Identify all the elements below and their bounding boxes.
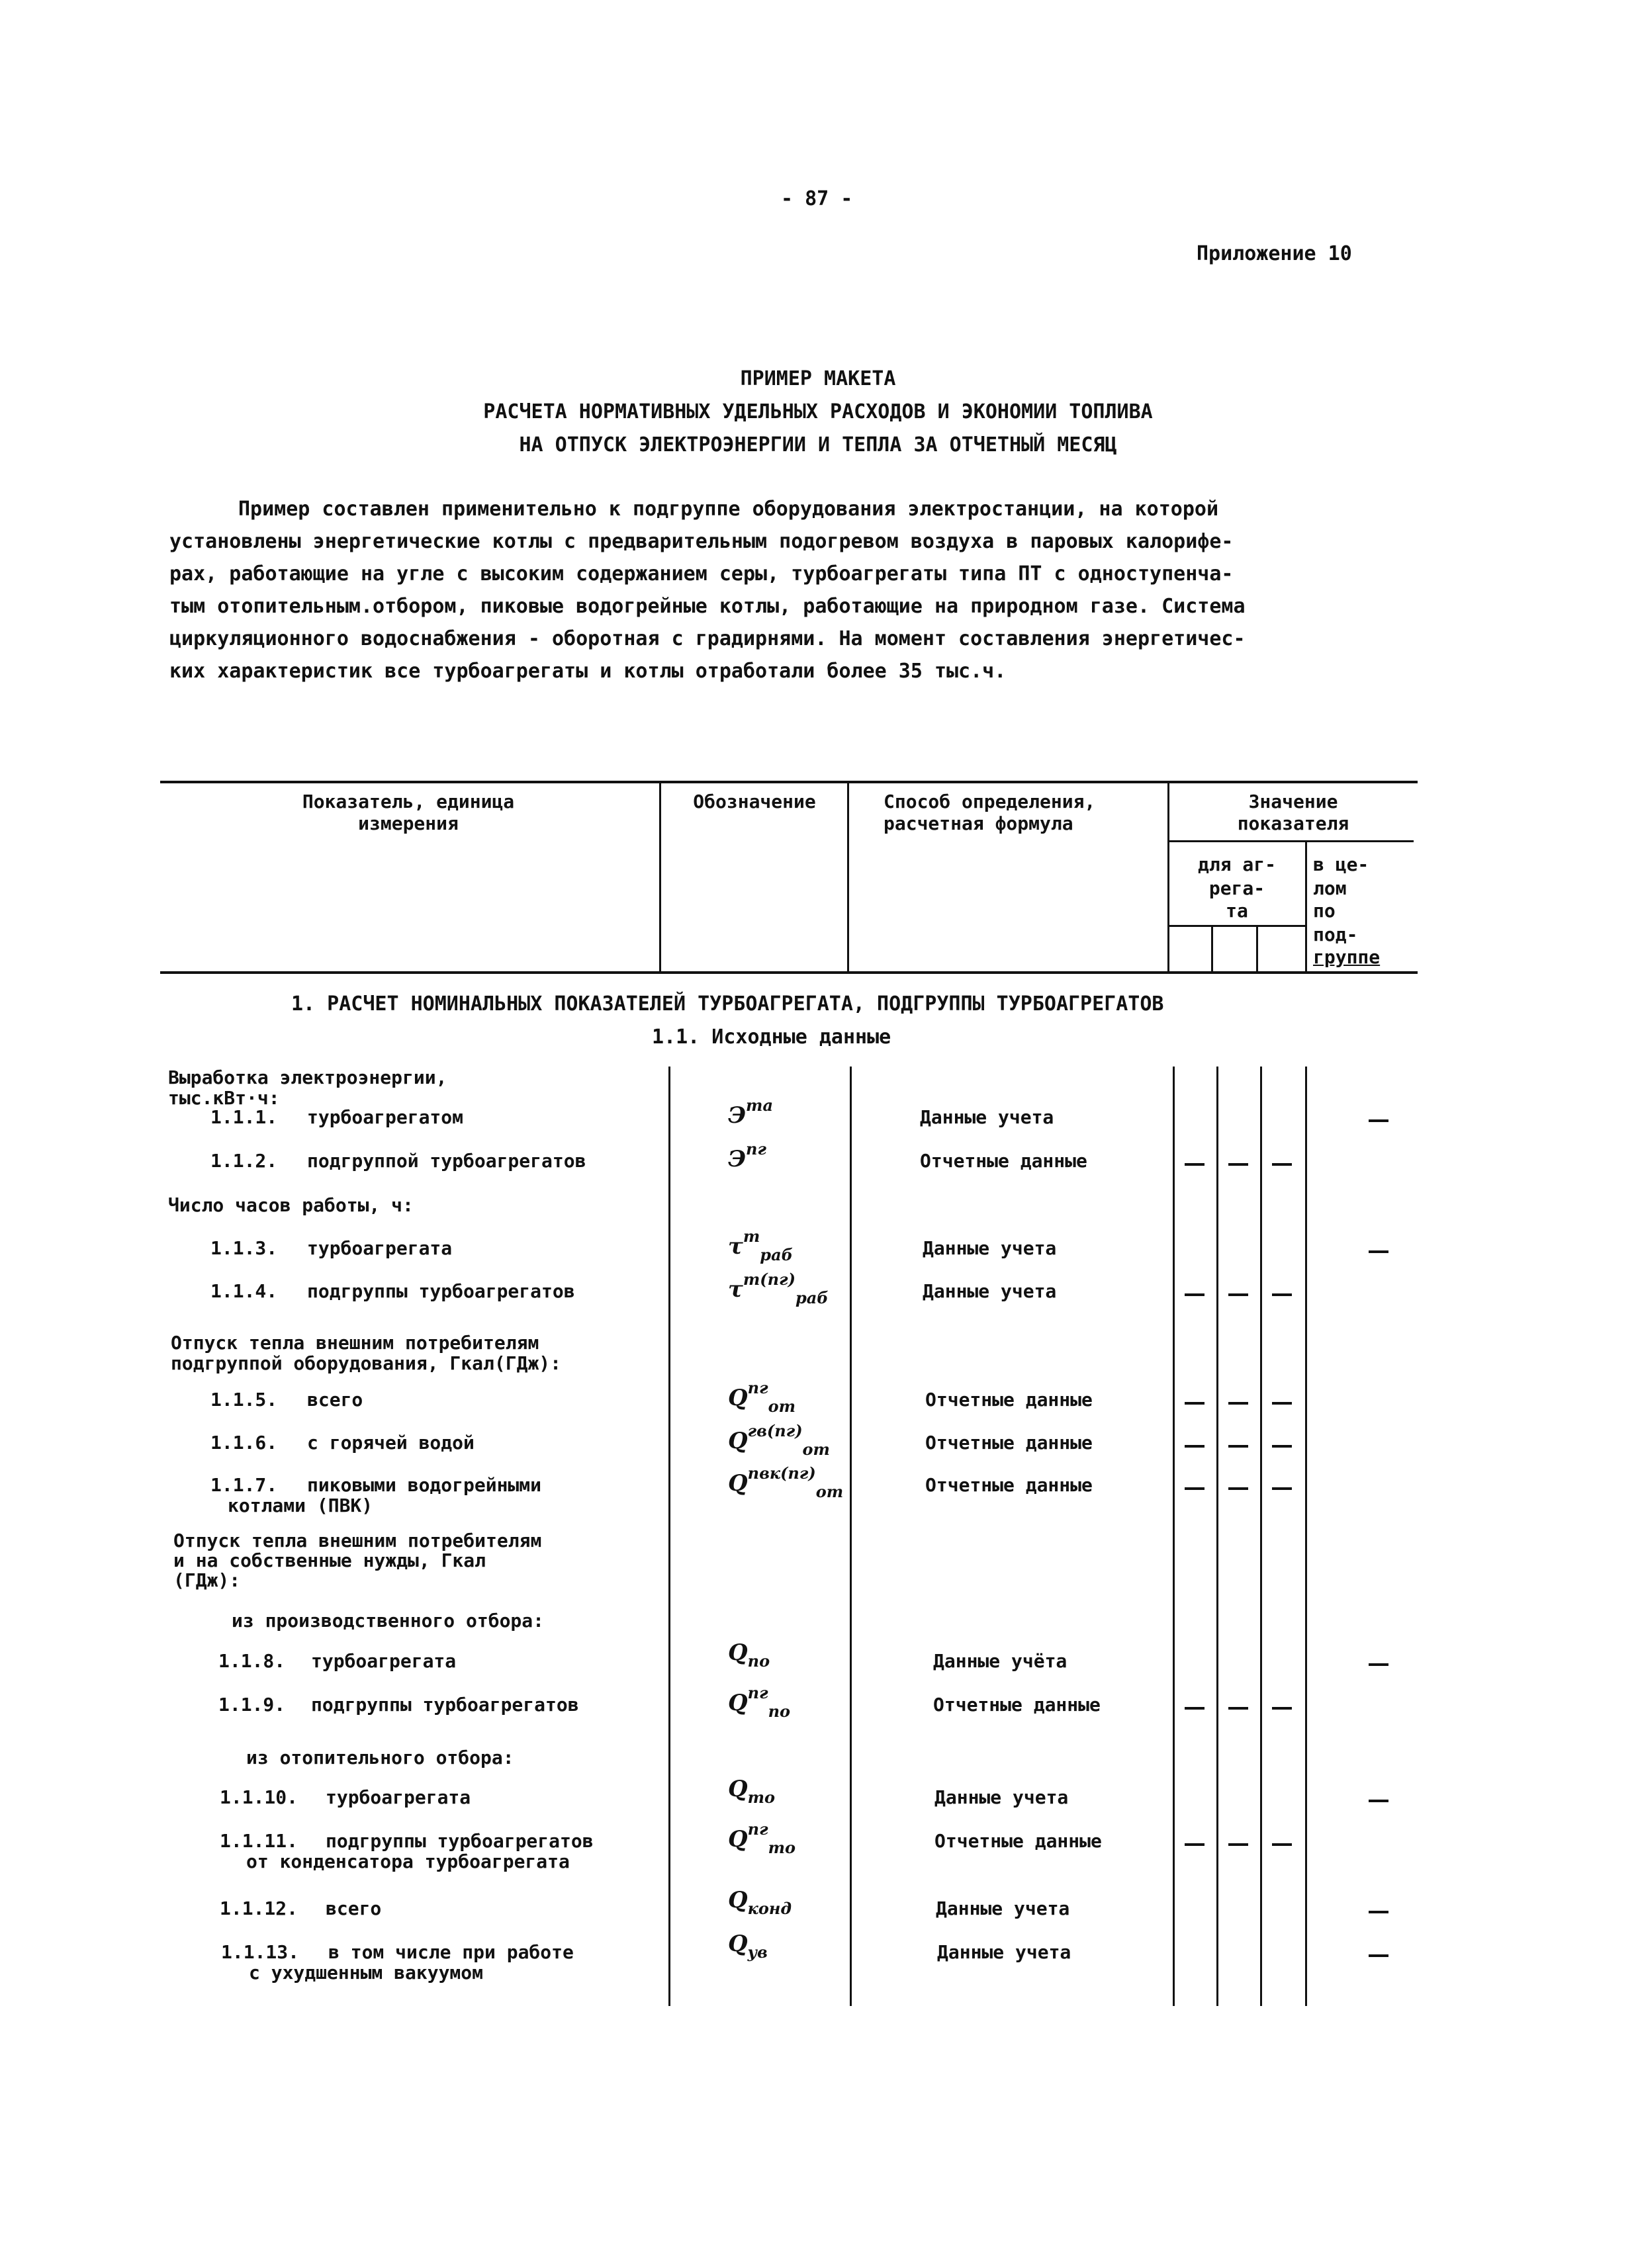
doc-title-line3: НА ОТПУСК ЭЛЕКТРОЭНЕРГИИ И ТЕПЛА ЗА ОТЧЕТНЫЙ МЕСЯЦ <box>519 433 1117 457</box>
row-label: подгруппы турбоагрегатов <box>307 1280 575 1302</box>
row-label: подгруппы турбоагрегатов <box>311 1694 579 1716</box>
col-header-aggregate-3: та <box>1226 900 1248 922</box>
body-divider-col3 <box>1173 1067 1175 2006</box>
intro-line-2: установлены энергетические котлы с предварительным подогревом воздуха в паровых калорифе- <box>169 530 1234 553</box>
intro-line-1: Пример составлен применительно к подгруппе оборудования электростанции, на которой <box>238 498 1219 521</box>
row-symbol: $Q_{по}$ <box>728 1639 770 1671</box>
body-divider-col1 <box>668 1067 670 2006</box>
row-method: Отчетные данные <box>934 1830 1102 1852</box>
row-method: Данные учета <box>923 1280 1057 1302</box>
group-heading-generation-1: Выработка электроэнергии, <box>168 1067 447 1088</box>
row-label: всего <box>326 1897 382 1919</box>
row-number: 1.1.2. <box>210 1150 278 1172</box>
empty-value-dash <box>1185 1293 1204 1296</box>
section-subtitle: 1.1. Исходные данные <box>652 1025 891 1049</box>
row-label: в том числе при работе <box>328 1941 574 1963</box>
row-label-continued: от конденсатора турбоагрегата <box>246 1851 570 1872</box>
group-heading-heat-subgroup-2: подгруппой оборудования, Гкал(ГДж): <box>171 1352 562 1374</box>
aggregate-subcol-div1 <box>1211 926 1213 973</box>
value-subheader-rule <box>1167 840 1414 842</box>
row-symbol: $\tau^т_{раб}$ <box>728 1227 793 1264</box>
row-label-continued: котлами (ПВК) <box>228 1495 373 1516</box>
empty-value-dash <box>1272 1487 1292 1490</box>
group-heading-heat-subgroup-1: Отпуск тепла внешним потребителям <box>171 1332 539 1354</box>
col-header-value-1: Значение <box>1248 791 1338 812</box>
row-number: 1.1.7. <box>210 1474 278 1496</box>
divider-col4 <box>1305 842 1307 973</box>
row-label: всего <box>307 1389 363 1411</box>
row-method: Данные учета <box>936 1897 1070 1919</box>
empty-value-dash <box>1272 1445 1292 1448</box>
row-symbol: $Э^{та}$ <box>728 1096 773 1129</box>
empty-value-dash <box>1185 1163 1204 1166</box>
empty-value-dash <box>1185 1402 1204 1405</box>
table-header-bottom-rule <box>160 971 1418 974</box>
body-divider-col4 <box>1216 1067 1218 2006</box>
row-number: 1.1.12. <box>220 1897 298 1919</box>
row-symbol: $Q^{пг}_{от}$ <box>728 1378 795 1416</box>
empty-value-dash <box>1369 1663 1388 1666</box>
row-method: Отчетные данные <box>925 1474 1093 1496</box>
col-header-subgroup-3: по <box>1313 900 1336 922</box>
group-heading-generation-2: тыс.кВт·ч: <box>168 1087 280 1109</box>
empty-value-dash <box>1228 1843 1248 1846</box>
empty-value-dash <box>1228 1163 1248 1166</box>
empty-value-dash <box>1369 1119 1388 1122</box>
row-number: 1.1.4. <box>210 1280 278 1302</box>
aggregate-subcol-div2 <box>1256 926 1258 973</box>
row-label: пиковыми водогрейными <box>307 1474 542 1496</box>
row-label: подгруппы турбоагрегатов <box>326 1830 594 1852</box>
col-header-subgroup-4: под- <box>1313 924 1358 945</box>
empty-value-dash <box>1272 1707 1292 1710</box>
empty-value-dash <box>1272 1163 1292 1166</box>
row-label: турбоагрегатом <box>307 1106 464 1128</box>
empty-value-dash <box>1369 1800 1388 1802</box>
row-number: 1.1.13. <box>221 1941 300 1963</box>
empty-value-dash <box>1369 1911 1388 1913</box>
row-number: 1.1.6. <box>210 1432 278 1454</box>
row-label: с горячей водой <box>307 1432 475 1454</box>
doc-title-line1: ПРИМЕР МАКЕТА <box>740 367 896 390</box>
row-method: Отчетные данные <box>933 1694 1101 1716</box>
empty-value-dash <box>1228 1707 1248 1710</box>
intro-line-6: ких характеристик все турбоагрегаты и котлы отработали более 35 тыс.ч. <box>169 660 1007 683</box>
empty-value-dash <box>1185 1707 1204 1710</box>
empty-value-dash <box>1185 1487 1204 1490</box>
col-header-subgroup-5: группе <box>1313 946 1381 968</box>
group-heading-heat-total-1: Отпуск тепла внешним потребителям <box>173 1530 542 1551</box>
aggregate-subcol-rule <box>1167 925 1305 927</box>
row-number: 1.1.1. <box>210 1106 278 1128</box>
row-symbol: $Q_{конд}$ <box>728 1887 792 1918</box>
row-symbol: $Q_{то}$ <box>728 1776 776 1807</box>
intro-line-3: рах, работающие на угле с высоким содержанием серы, турбоагрегаты типа ПТ с одноступенча- <box>169 562 1234 586</box>
col-header-indicator-1: Показатель, единица <box>302 791 515 812</box>
col-header-method-2: расчетная формула <box>884 812 1073 834</box>
row-symbol: $Q^{гв(пг)}_{от}$ <box>728 1421 830 1459</box>
empty-value-dash <box>1228 1293 1248 1296</box>
row-label: турбоагрегата <box>326 1786 471 1808</box>
page-number: - 87 - <box>781 187 853 210</box>
col-header-aggregate-2: рега- <box>1208 877 1265 899</box>
empty-value-dash <box>1228 1445 1248 1448</box>
row-method: Данные учета <box>934 1786 1069 1808</box>
row-symbol: $Q_{ув}$ <box>728 1931 768 1962</box>
empty-value-dash <box>1228 1402 1248 1405</box>
row-method: Данные учета <box>920 1106 1054 1128</box>
row-method: Отчетные данные <box>925 1432 1093 1454</box>
section-title: 1. РАСЧЕТ НОМИНАЛЬНЫХ ПОКАЗАТЕЛЕЙ ТУРБОАГРЕГАТА, ПОДГРУППЫ ТУРБОАГРЕГАТОВ <box>291 992 1164 1016</box>
empty-value-dash <box>1272 1293 1292 1296</box>
intro-line-4: тым отопительным.отбором, пиковые водогрейные котлы, работающие на природном газе. Система <box>169 595 1246 618</box>
col-header-aggregate-1: для аг- <box>1197 853 1276 875</box>
divider-col2 <box>847 782 849 973</box>
group-heading-heat-total-3: (ГДж): <box>173 1569 241 1591</box>
row-number: 1.1.5. <box>210 1389 278 1411</box>
col-header-subgroup-2: лом <box>1313 877 1347 899</box>
group-heading-heating-extraction: из отопительного отбора: <box>246 1747 514 1768</box>
row-number: 1.1.9. <box>218 1694 286 1716</box>
doc-title-line2: РАСЧЕТА НОРМАТИВНЫХ УДЕЛЬНЫХ РАСХОДОВ И ЭКОНОМИИ ТОПЛИВА <box>483 400 1153 423</box>
empty-value-dash <box>1185 1445 1204 1448</box>
row-number: 1.1.10. <box>220 1786 298 1808</box>
row-label: турбоагрегата <box>311 1650 457 1672</box>
empty-value-dash <box>1272 1843 1292 1846</box>
divider-col1 <box>659 782 661 973</box>
col-header-value-2: показателя <box>1237 812 1349 834</box>
row-number: 1.1.8. <box>218 1650 286 1672</box>
row-label: подгруппой турбоагрегатов <box>307 1150 586 1172</box>
col-header-method-1: Способ определения, <box>884 791 1096 812</box>
table-top-rule <box>160 781 1418 783</box>
row-method: Отчетные данные <box>920 1150 1087 1172</box>
row-method: Данные учёта <box>933 1650 1068 1672</box>
col-header-indicator-2: измерения <box>358 812 459 834</box>
group-heading-production-extraction: из производственного отбора: <box>232 1610 545 1632</box>
row-symbol: $Э^{пг}$ <box>728 1139 766 1172</box>
row-symbol: $\tau^{т(пг)}_{раб}$ <box>728 1270 829 1307</box>
empty-value-dash <box>1369 1954 1388 1957</box>
row-method: Данные учета <box>937 1941 1071 1963</box>
empty-value-dash <box>1369 1250 1388 1253</box>
row-label: турбоагрегата <box>307 1237 453 1259</box>
body-divider-col5 <box>1260 1067 1262 2006</box>
row-method: Данные учета <box>923 1237 1057 1259</box>
col-header-subgroup-1: в це- <box>1313 853 1369 875</box>
row-number: 1.1.11. <box>220 1830 298 1852</box>
body-divider-col6 <box>1305 1067 1307 2006</box>
empty-value-dash <box>1185 1843 1204 1846</box>
row-symbol: $Q^{пг}_{то}$ <box>728 1819 795 1857</box>
intro-line-5: циркуляционного водоснабжения - оборотная с градирнями. На момент составления энергетичес- <box>169 627 1246 650</box>
row-symbol: $Q^{пвк(пг)}_{от}$ <box>728 1463 844 1501</box>
col-header-symbol: Обозначение <box>693 791 816 812</box>
appendix-label: Приложение 10 <box>1197 242 1352 265</box>
row-number: 1.1.3. <box>210 1237 278 1259</box>
group-heading-hours: Число часов работы, ч: <box>168 1194 414 1216</box>
empty-value-dash <box>1272 1402 1292 1405</box>
row-label-continued: с ухудшенным вакуумом <box>249 1962 484 1984</box>
row-method: Отчетные данные <box>925 1389 1093 1411</box>
empty-value-dash <box>1228 1487 1248 1490</box>
body-divider-col2 <box>850 1067 852 2006</box>
group-heading-heat-total-2: и на собственные нужды, Гкал <box>173 1549 486 1571</box>
row-symbol: $Q^{пг}_{по}$ <box>728 1683 791 1721</box>
